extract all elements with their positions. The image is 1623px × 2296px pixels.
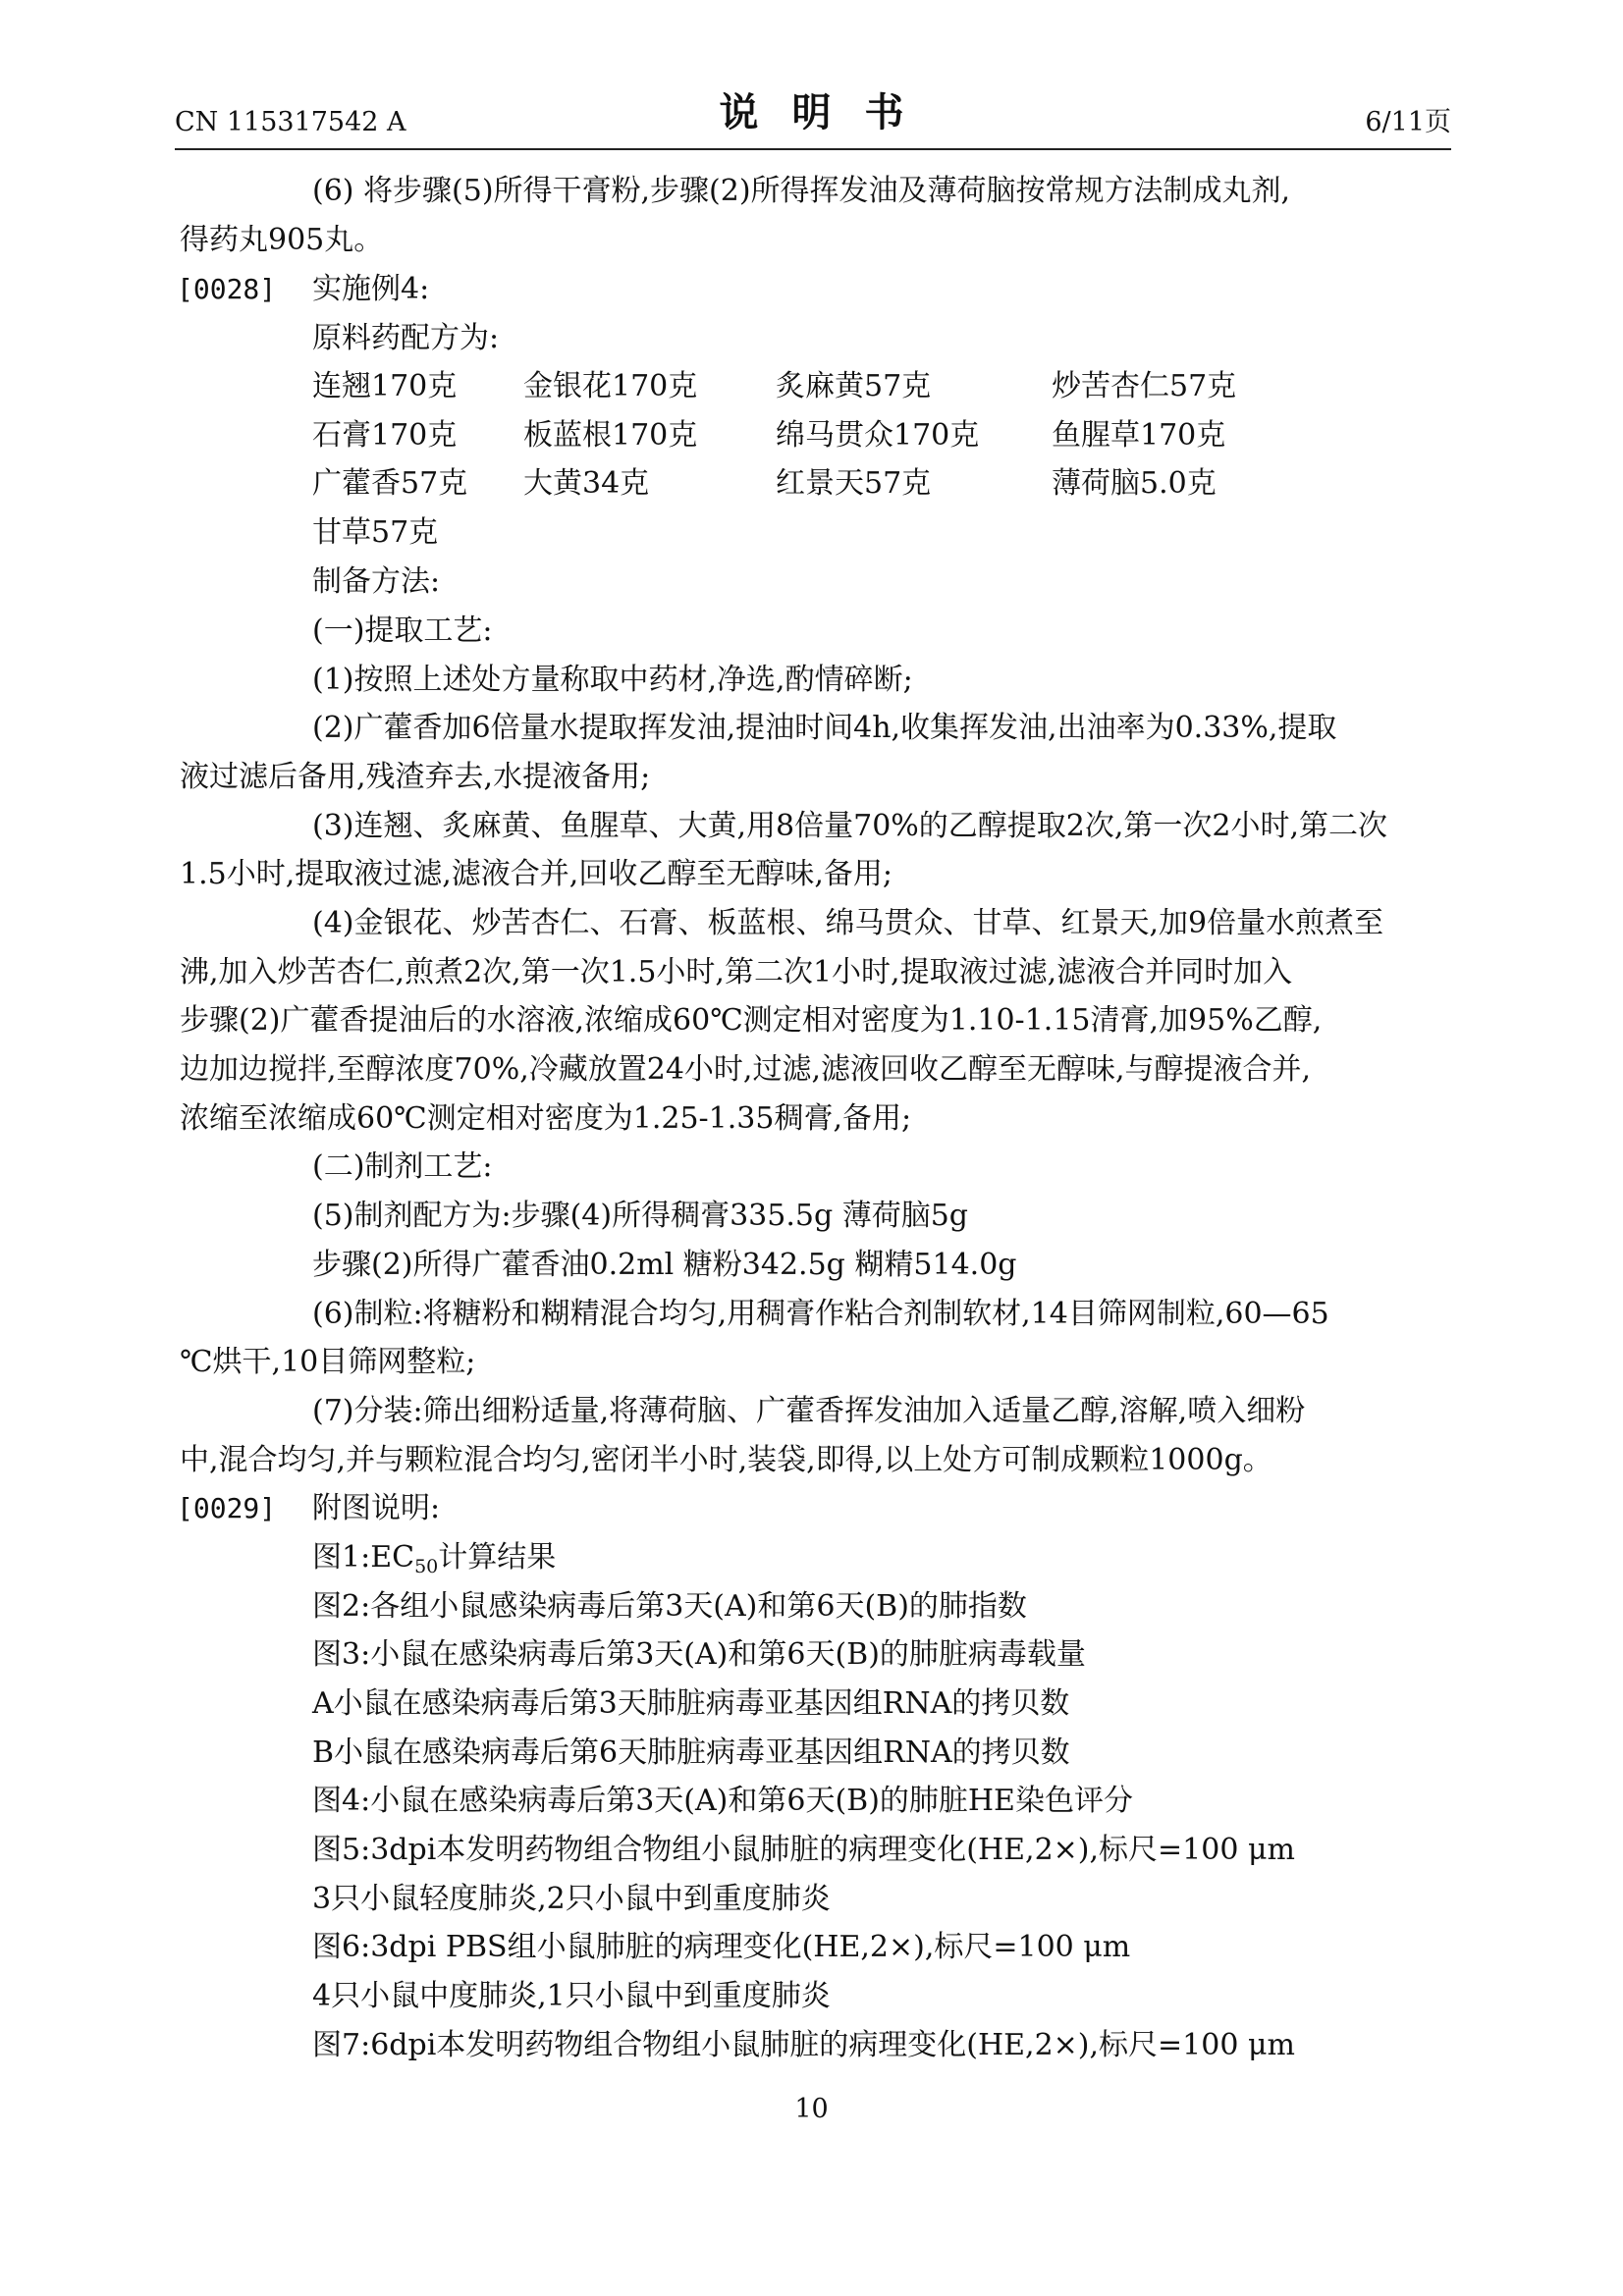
text-line: (6)制粒:将糖粉和糊精混合均匀,用稠膏作粘合剂制软材,14目筛网制粒,60—65 <box>312 1297 1329 1331</box>
figure-caption: A小鼠在感染病毒后第3天肺脏病毒亚基因组RNA的拷贝数 <box>312 1686 1070 1721</box>
text-line: 制备方法: <box>312 564 441 599</box>
text-line: (二)制剂工艺: <box>312 1149 493 1184</box>
paragraph-number: [0028] <box>177 273 277 305</box>
text-line: 附图说明: <box>312 1491 441 1525</box>
ingredient-item: 炙麻黄57克 <box>776 369 932 403</box>
figure-caption: B小鼠在感染病毒后第6天肺脏病毒亚基因组RNA的拷贝数 <box>312 1735 1070 1770</box>
figure-caption: 3只小鼠轻度肺炎,2只小鼠中到重度肺炎 <box>312 1882 831 1916</box>
page-title: 说明书 <box>719 89 938 135</box>
ingredient-item: 鱼腥草170克 <box>1052 418 1226 453</box>
text-line: (3)连翘、炙麻黄、鱼腥草、大黄,用8倍量70%的乙醇提取2次,第一次2小时,第二次 <box>312 809 1388 843</box>
ingredient-item: 广藿香57克 <box>312 466 468 501</box>
text-line: 步骤(2)广藿香提油后的水溶液,浓缩成60℃测定相对密度为1.10-1.15清膏,加95%乙醇, <box>180 1003 1323 1038</box>
ingredient-item: 板蓝根170克 <box>523 418 698 453</box>
text-line: 步骤(2)所得广藿香油0.2ml 糖粉342.5g 糊精514.0g <box>312 1248 1017 1282</box>
figure-caption: 图$1:EC_{50}$计算结果 <box>312 1540 557 1577</box>
text-line: 液过滤后备用,残渣弃去,水提液备用; <box>180 760 651 794</box>
text-line: 浓缩至浓缩成60℃测定相对密度为1.25-1.35稠膏,备用; <box>180 1101 912 1136</box>
header-rule <box>175 148 1451 150</box>
figure-caption: 图7:6dpi本发明药物组合物组小鼠肺脏的病理变化(HE,2×),标尺=100 μm <box>312 2028 1295 2062</box>
ingredient-item: 炒苦杏仁57克 <box>1052 369 1237 403</box>
text-line: 沸,加入炒苦杏仁,煎煮2次,第一次1.5小时,第二次1小时,提取液过滤,滤液合并同时加入 <box>180 955 1293 989</box>
text-line: 原料药配方为: <box>312 321 500 355</box>
text-line: (7)分装:筛出细粉适量,将薄荷脑、广藿香挥发油加入适量乙醇,溶解,喷入细粉 <box>312 1394 1306 1428</box>
text-line: (2)广藿香加6倍量水提取挥发油,提油时间4h,收集挥发油,出油率为0.33%,提取 <box>312 711 1337 745</box>
ingredient-item: 红景天57克 <box>776 466 932 501</box>
text-line: 实施例4: <box>312 272 430 306</box>
text-line: 得药丸905丸。 <box>180 223 384 257</box>
doc-number: CN 115317542 A <box>175 107 406 137</box>
text-line: (6) 将步骤(5)所得干膏粉,步骤(2)所得挥发油及薄荷脑按常规方法制成丸剂, <box>312 174 1291 208</box>
ingredient-item: 金银花170克 <box>523 369 698 403</box>
figure-caption: 图5:3dpi本发明药物组合物组小鼠肺脏的病理变化(HE,2×),标尺=100 μm <box>312 1833 1295 1867</box>
ingredient-item: 大黄34克 <box>523 466 650 501</box>
ingredient-item: 连翘170克 <box>312 369 458 403</box>
paragraph-number: [0029] <box>177 1492 277 1524</box>
figure-caption: 图3:小鼠在感染病毒后第3天(A)和第6天(B)的肺脏病毒载量 <box>312 1637 1086 1672</box>
text-line: ℃烘干,10目筛网整粒; <box>180 1345 476 1379</box>
ingredient-item: 薄荷脑5.0克 <box>1052 466 1217 501</box>
figure-caption: 图6:3dpi PBS组小鼠肺脏的病理变化(HE,2×),标尺=100 μm <box>312 1930 1131 1964</box>
page-count: 6/11页 <box>1365 107 1451 137</box>
text-line: (5)制剂配方为:步骤(4)所得稠膏335.5g 薄荷脑5g <box>312 1199 969 1233</box>
text-line: (一)提取工艺: <box>312 614 493 648</box>
ingredient-item: 甘草57克 <box>312 515 439 550</box>
figure-caption: 图4:小鼠在感染病毒后第3天(A)和第6天(B)的肺脏HE染色评分 <box>312 1784 1133 1818</box>
figure-caption: 图2:各组小鼠感染病毒后第3天(A)和第6天(B)的肺指数 <box>312 1589 1027 1624</box>
text-line: (4)金银花、炒苦杏仁、石膏、板蓝根、绵马贯众、甘草、红景天,加9倍量水煎煮至 <box>312 906 1384 940</box>
page-number: 10 <box>794 2094 829 2124</box>
ingredient-item: 石膏170克 <box>312 418 458 453</box>
text-line: 1.5小时,提取液过滤,滤液合并,回收乙醇至无醇味,备用; <box>180 857 893 891</box>
text-line: 中,混合均匀,并与颗粒混合均匀,密闭半小时,装袋,即得,以上处方可制成颗粒1000g。 <box>180 1443 1272 1477</box>
text-line: (1)按照上述处方量称取中药材,净选,酌情碎断; <box>312 663 913 697</box>
figure-caption: 4只小鼠中度肺炎,1只小鼠中到重度肺炎 <box>312 1979 831 2013</box>
ingredient-item: 绵马贯众170克 <box>776 418 980 453</box>
text-line: 边加边搅拌,至醇浓度70%,冷藏放置24小时,过滤,滤液回收乙醇至无醇味,与醇提液合并, <box>180 1052 1312 1087</box>
